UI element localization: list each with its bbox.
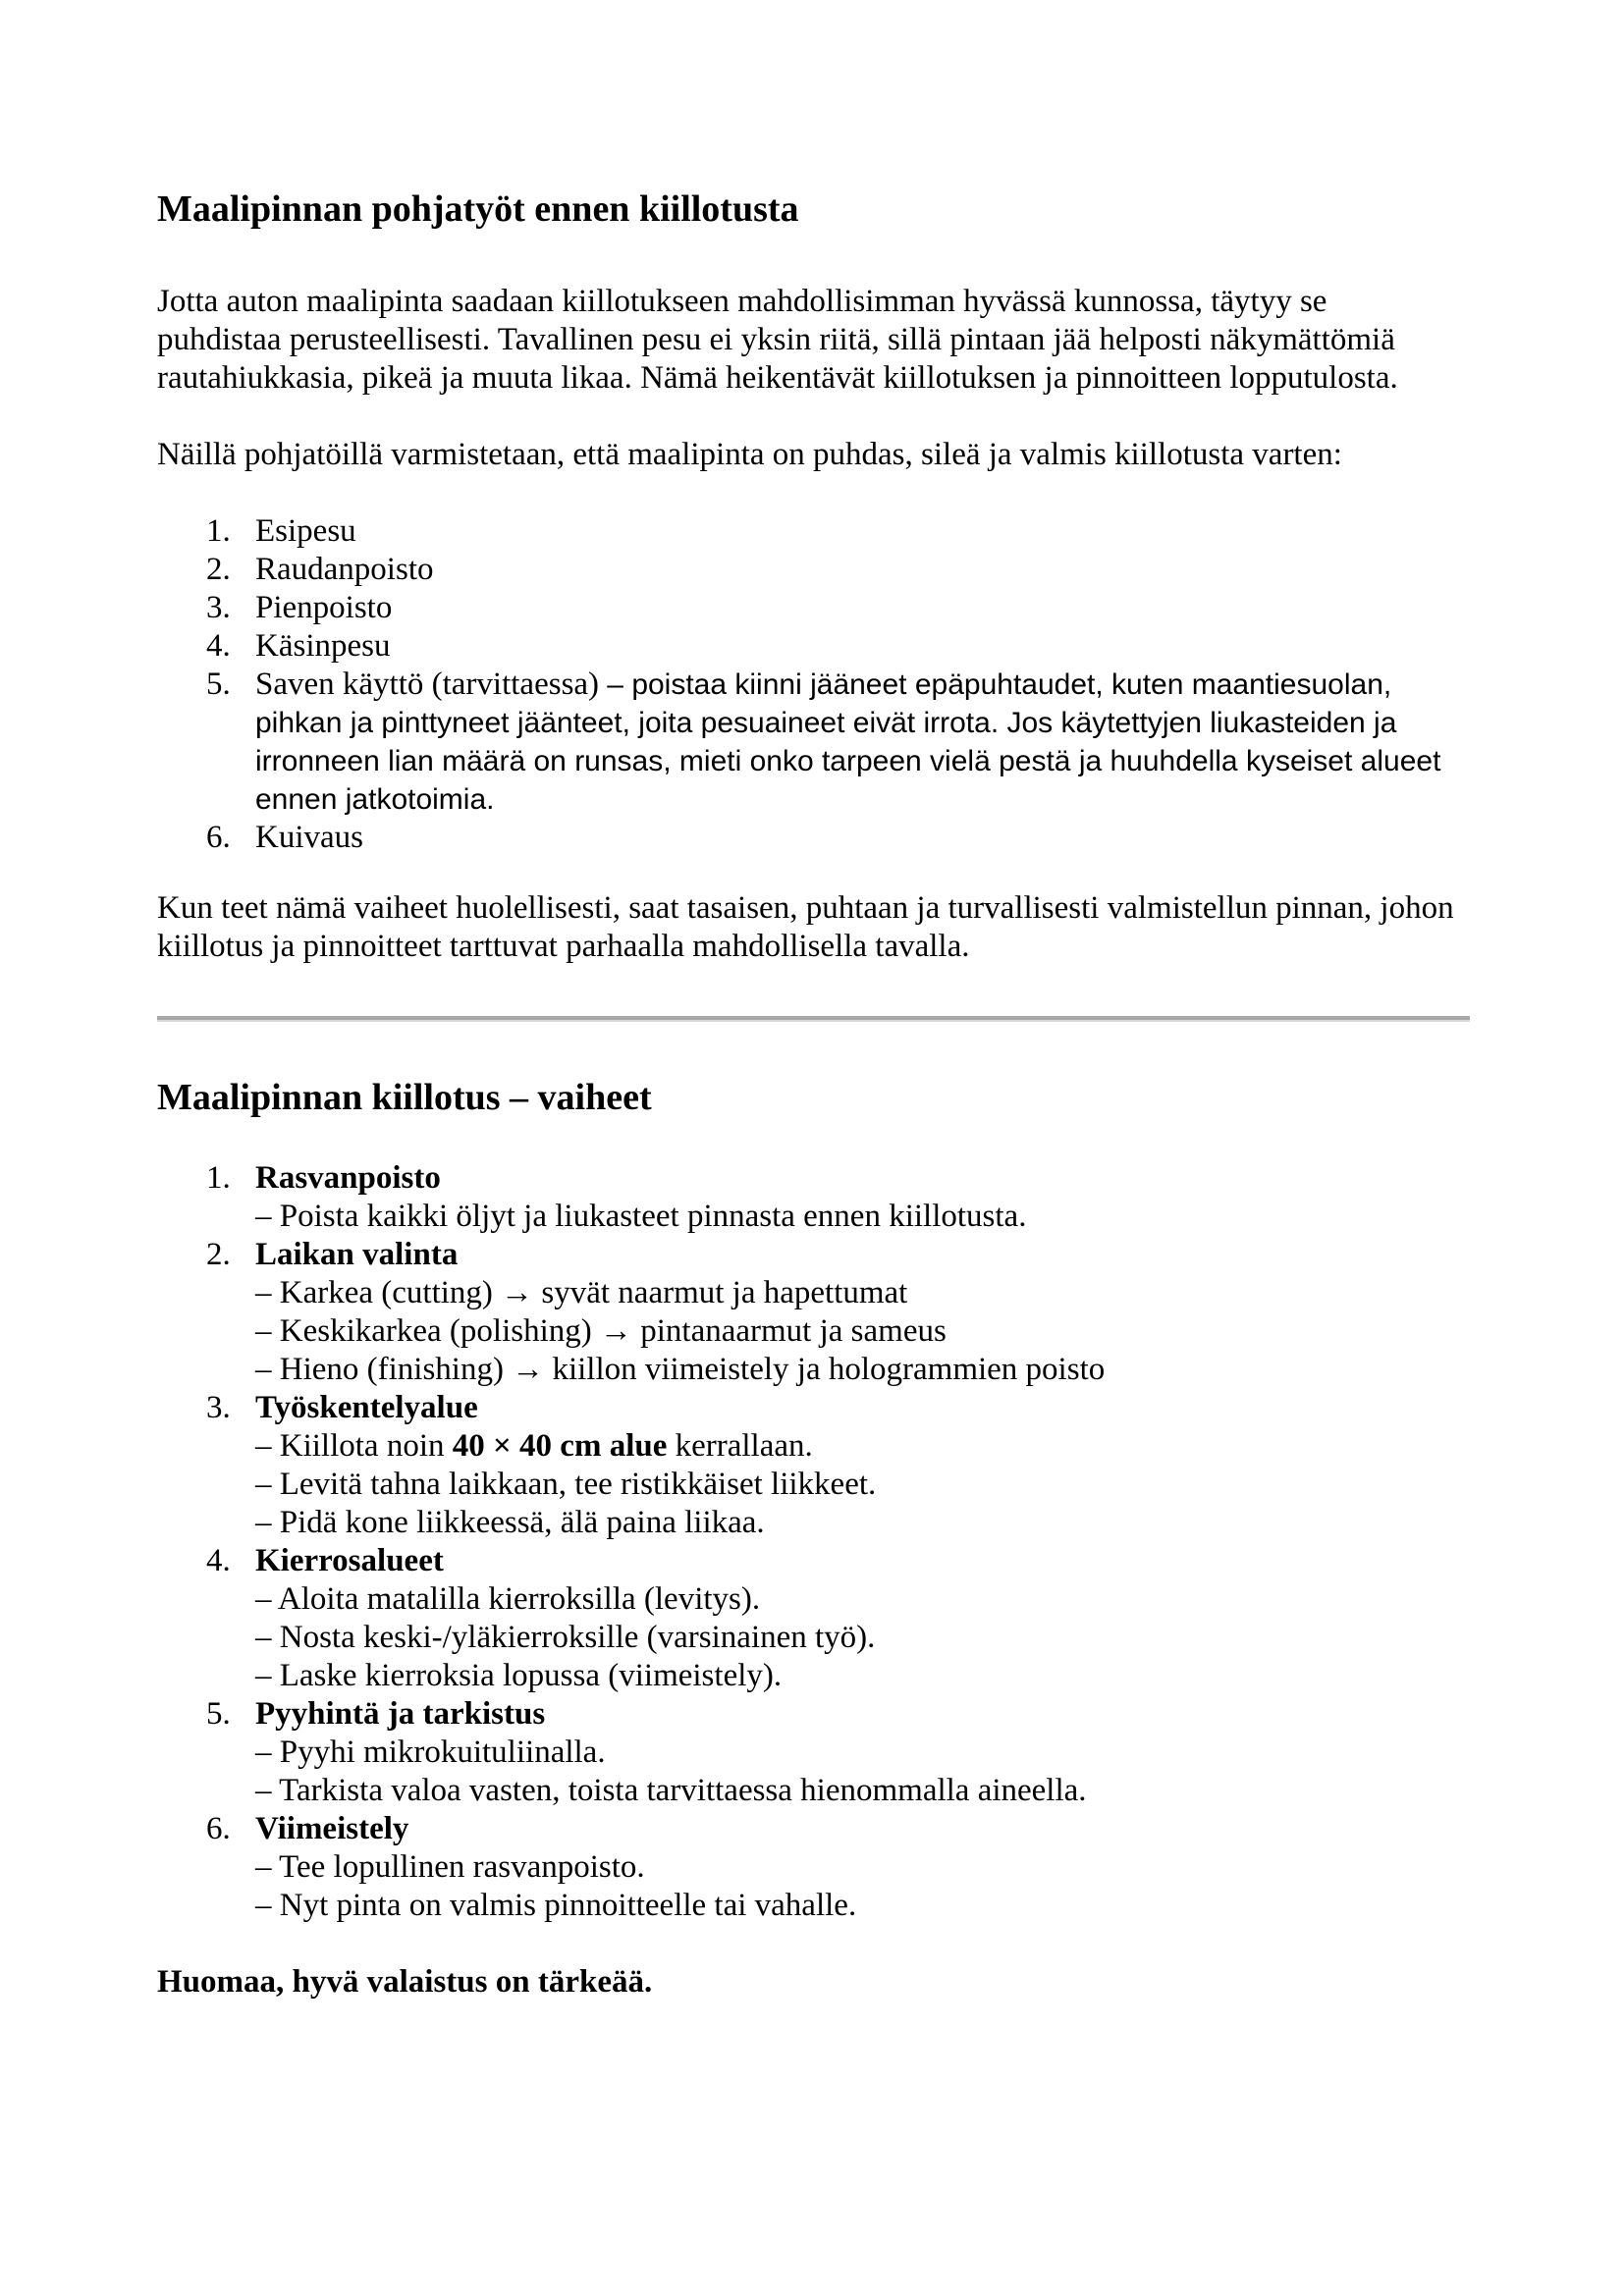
- list-subitem: [157, 1274, 1470, 1312]
- list-subitem: [157, 1887, 1470, 1925]
- list-number: 4.: [206, 1543, 231, 1578]
- text-run: Viimeistely: [255, 1811, 409, 1846]
- text-run: – Pidä kone liikkeessä, älä paina liikaa.: [255, 1505, 765, 1540]
- list-item: [157, 819, 1470, 857]
- list-subitem: [157, 1504, 1470, 1542]
- list-number: 6.: [206, 820, 231, 855]
- list-number: 5.: [206, 667, 231, 702]
- text-run: Raudanpoisto: [255, 552, 434, 587]
- text-run: – Hieno (finishing) → kiillon viimeistely ja hologrammien poisto: [255, 1352, 1106, 1387]
- text-run: – Tarkista valoa vasten, toista tarvittaessa hienommalla aineella.: [255, 1773, 1087, 1808]
- outro-paragraph: [157, 889, 1470, 966]
- horizontal-divider: [157, 1016, 1470, 1022]
- list-number: 2.: [206, 1237, 231, 1272]
- text-run: – Pyyhi mikrokuituliinalla.: [255, 1735, 606, 1770]
- text-run: ennen jatkotoimia.: [255, 783, 495, 816]
- list-subitem: [157, 742, 1470, 780]
- text-run: kiillotus ja pinnoitteet tarttuvat parhaalla mahdollisella tavalla.: [157, 929, 970, 964]
- text-run: Pienpoisto: [255, 590, 393, 625]
- text-run: – poistaa kiinni jääneet epäpuhtaudet, kuten maantiesuolan,: [607, 668, 1392, 701]
- text-run: Kierrosalueet: [255, 1543, 444, 1578]
- list-number: 1.: [206, 1160, 231, 1196]
- text-run: Esipesu: [255, 513, 356, 549]
- polishing-steps-list: [157, 1159, 1470, 1925]
- text-run: Rasvanpoisto: [255, 1160, 441, 1196]
- list-item: [157, 1159, 1470, 1198]
- list-subitem: [157, 1198, 1470, 1236]
- text-run: pihkan ja pinttyneet jäänteet, joita pesuaineet eivät irrota. Jos käytettyjen liukasteiden ja: [255, 707, 1397, 739]
- list-subitem: [157, 1427, 1470, 1466]
- intro-paragraph: [157, 283, 1470, 398]
- text-run: – Kiillota noin: [255, 1428, 453, 1464]
- list-subitem: [157, 704, 1470, 742]
- list-number: 1.: [206, 513, 231, 549]
- list-number: 6.: [206, 1811, 231, 1846]
- paragraph-line: [157, 436, 1470, 474]
- paragraph-line: [157, 283, 1470, 321]
- paragraph-line: [157, 359, 1470, 398]
- text-run: kerrallaan.: [667, 1428, 813, 1464]
- section1-title: Maalipinnan pohjatyöt ennen kiillotusta: [157, 188, 799, 230]
- text-run: Näillä pohjatöillä varmistetaan, että maalipinta on puhdas, sileä ja valmis kiillotusta varten:: [157, 437, 1342, 472]
- list-subitem: [157, 1734, 1470, 1772]
- text-run: – Nosta keski-/yläkierroksille (varsinainen työ).: [255, 1620, 876, 1655]
- paragraph-line: [157, 321, 1470, 359]
- text-run: rautahiukkasia, pikeä ja muuta likaa. Nämä heikentävät kiillotuksen ja pinnoitteen lopputulosta.: [157, 360, 1398, 396]
- lead-paragraph: [157, 436, 1470, 474]
- text-run: Kun teet nämä vaiheet huolellisesti, saat tasaisen, puhtaan ja turvallisesti valmistellun pinnan, johon: [157, 890, 1454, 926]
- list-subitem: [157, 1351, 1470, 1389]
- text-run: – Aloita matalilla kierroksilla (levitys).: [255, 1581, 761, 1617]
- text-run: irronneen lian määrä on runsas, mieti onko tarpeen vielä pestä ja huuhdella kyseiset alueet: [255, 745, 1441, 777]
- text-run: Saven käyttö (tarvittaessa): [255, 667, 608, 702]
- text-run: Laikan valinta: [255, 1237, 459, 1272]
- text-run: Työskentelyalue: [255, 1390, 478, 1425]
- list-subitem: [157, 1657, 1470, 1695]
- text-run: – Tee lopullinen rasvanpoisto.: [255, 1849, 645, 1885]
- text-run: 40 × 40 cm alue: [452, 1428, 668, 1464]
- text-run: puhdistaa perusteellisesti. Tavallinen pesu ei yksin riitä, sillä pintaan jää helposti näkymättömiä: [157, 322, 1395, 357]
- text-run: Kuivaus: [255, 820, 363, 855]
- text-run: – Laske kierroksia lopussa (viimeistely).: [255, 1658, 783, 1693]
- list-item: [157, 1389, 1470, 1427]
- list-subitem: [157, 1619, 1470, 1657]
- list-item: [157, 1542, 1470, 1580]
- list-subitem: [157, 1772, 1470, 1810]
- list-subitem: [157, 1580, 1470, 1619]
- text-run: – Keskikarkea (polishing) → pintanaarmut ja sameus: [255, 1313, 947, 1349]
- section2-title: Maalipinnan kiillotus – vaiheet: [157, 1077, 652, 1118]
- list-item: [157, 589, 1470, 627]
- paragraph-line: [157, 928, 1470, 966]
- text-run: – Nyt pinta on valmis pinnoitteelle tai vahalle.: [255, 1888, 857, 1923]
- list-item: [157, 1236, 1470, 1274]
- text-run: – Karkea (cutting) → syvät naarmut ja hapettumat: [255, 1275, 908, 1310]
- list-number: 5.: [206, 1696, 231, 1732]
- text-run: – Poista kaikki öljyt ja liukasteet pinnasta ennen kiillotusta.: [255, 1199, 1027, 1234]
- list-subitem: [157, 1848, 1470, 1887]
- list-item: [157, 627, 1470, 666]
- text-run: Käsinpesu: [255, 628, 391, 664]
- list-subitem: [157, 1466, 1470, 1504]
- text-run: Jotta auton maalipinta saadaan kiillotukseen mahdollisimman hyvässä kunnossa, täytyy se: [157, 284, 1327, 319]
- preparation-steps-list: [157, 512, 1470, 857]
- list-subitem: [157, 780, 1470, 819]
- text-run: Pyyhintä ja tarkistus: [255, 1696, 546, 1732]
- list-item: [157, 512, 1470, 551]
- list-item: [157, 1810, 1470, 1848]
- list-number: 2.: [206, 552, 231, 587]
- list-item: [157, 1695, 1470, 1734]
- list-item: [157, 551, 1470, 589]
- list-item: [157, 666, 1470, 704]
- paragraph-line: [157, 889, 1470, 928]
- list-subitem: [157, 1312, 1470, 1351]
- list-number: 4.: [206, 628, 231, 664]
- note-text: Huomaa, hyvä valaistus on tärkeää.: [157, 1964, 653, 2000]
- list-number: 3.: [206, 590, 231, 625]
- list-number: 3.: [206, 1390, 231, 1425]
- text-run: – Levitä tahna laikkaan, tee ristikkäiset liikkeet.: [255, 1467, 877, 1502]
